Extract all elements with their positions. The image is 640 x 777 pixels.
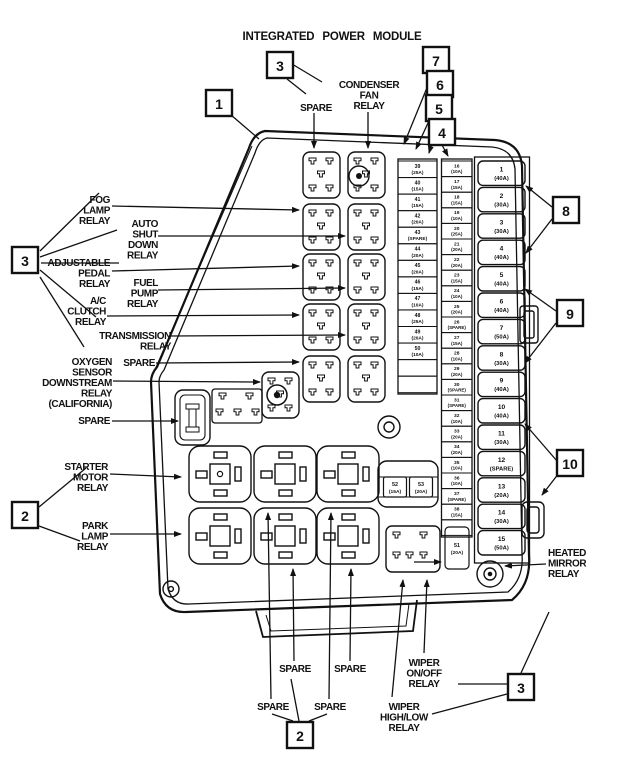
fuse-cell-11 — [478, 425, 525, 449]
label-starter: STARTER MOTOR RELAY — [64, 462, 108, 494]
svg-text:(15A): (15A) — [411, 204, 424, 210]
callout-7 — [423, 47, 449, 73]
fuse-cell-24 — [442, 286, 473, 302]
svg-text:(20A): (20A) — [411, 336, 424, 342]
svg-text:10: 10 — [562, 456, 578, 472]
svg-text:(20A): (20A) — [411, 220, 424, 226]
bolt-stud-icon — [163, 416, 503, 597]
svg-text:(25A): (25A) — [411, 319, 424, 325]
svg-text:(40A): (40A) — [494, 176, 509, 182]
label-fuel: FUEL PUMP RELAY — [127, 278, 158, 310]
callout-3 — [508, 674, 534, 700]
svg-text:(10A): (10A) — [451, 356, 463, 362]
svg-text:2: 2 — [21, 508, 29, 524]
svg-text:8: 8 — [499, 351, 504, 359]
svg-text:4: 4 — [438, 125, 446, 141]
fuse-cell-20 — [442, 223, 473, 239]
fuse-cell-39 — [398, 161, 437, 178]
svg-text:2: 2 — [499, 192, 504, 200]
svg-text:25: 25 — [454, 304, 460, 310]
svg-text:34: 34 — [454, 445, 460, 451]
svg-text:18: 18 — [454, 195, 460, 201]
fuse-cell-17 — [442, 177, 473, 193]
svg-text:17: 17 — [454, 180, 460, 185]
svg-text:28: 28 — [454, 351, 460, 357]
fuse-cell-27 — [442, 333, 473, 349]
svg-text:(20A): (20A) — [451, 247, 463, 253]
svg-text:(15A): (15A) — [388, 490, 402, 495]
svg-text:(30A): (30A) — [494, 360, 509, 367]
fuse-cell-21 — [442, 239, 473, 255]
module-line-art — [39, 64, 559, 721]
svg-text:49: 49 — [414, 329, 421, 336]
fuse-cell-29 — [442, 364, 473, 380]
relay-socket-grid — [303, 152, 385, 402]
svg-text:(10A): (10A) — [451, 169, 463, 175]
fuse-cell-18 — [442, 192, 473, 208]
callout-4 — [429, 119, 455, 145]
svg-text:33: 33 — [454, 429, 460, 435]
svg-text:(25A): (25A) — [451, 231, 463, 237]
fuse-cell-42 — [398, 211, 437, 228]
svg-text:4: 4 — [499, 245, 504, 253]
svg-text:6: 6 — [436, 77, 444, 93]
svg-text:(10A): (10A) — [451, 418, 463, 424]
svg-text:5: 5 — [435, 101, 443, 117]
fuse-cells — [384, 161, 526, 569]
svg-text:46: 46 — [414, 279, 421, 286]
svg-text:51: 51 — [454, 543, 460, 549]
svg-text:7: 7 — [499, 324, 504, 332]
svg-text:(20A): (20A) — [451, 372, 463, 377]
svg-text:27: 27 — [454, 336, 460, 341]
fuse-cell-53 — [410, 477, 433, 497]
svg-text:38: 38 — [454, 507, 460, 513]
svg-text:1: 1 — [499, 166, 504, 174]
svg-text:(40A): (40A) — [494, 255, 509, 262]
svg-text:45: 45 — [414, 263, 421, 270]
svg-text:(50A): (50A) — [494, 545, 509, 552]
svg-text:3: 3 — [21, 253, 29, 269]
svg-text:10: 10 — [497, 404, 506, 412]
svg-text:(30A): (30A) — [494, 519, 509, 526]
label-spare-b1: SPARE — [279, 664, 311, 675]
svg-text:7: 7 — [432, 53, 440, 69]
label-spare-top: SPARE — [300, 103, 332, 114]
fuse-cell-32 — [442, 411, 473, 427]
svg-text:12: 12 — [497, 456, 506, 464]
fuse-cell-44 — [398, 244, 437, 261]
fuse-cell-37 — [442, 489, 473, 505]
callout-6 — [427, 71, 453, 97]
svg-text:(50A): (50A) — [494, 334, 509, 341]
fuse-cell-13 — [478, 478, 525, 502]
svg-text:(10A): (10A) — [451, 294, 463, 299]
svg-text:(20A): (20A) — [450, 551, 464, 556]
svg-text:(15A): (15A) — [411, 286, 424, 292]
callout-10 — [557, 450, 583, 476]
svg-text:43: 43 — [414, 230, 421, 236]
svg-text:(10A): (10A) — [411, 303, 424, 309]
fuse-cell-52 — [384, 477, 407, 497]
fuse-cell-51 — [445, 527, 469, 569]
fuse-cell-1 — [478, 161, 525, 185]
starter-motor-relay-socket — [217, 471, 222, 476]
svg-text:(SPARE): (SPARE) — [407, 237, 428, 243]
svg-text:(40A): (40A) — [494, 413, 509, 420]
callout-2 — [287, 722, 313, 748]
svg-text:42: 42 — [414, 213, 421, 220]
callout-1 — [206, 90, 232, 116]
extra-fuse-block — [378, 461, 438, 507]
svg-text:1: 1 — [215, 96, 223, 112]
svg-text:31: 31 — [454, 398, 460, 404]
label-transmission: TRANSMISSION RELAY — [99, 331, 171, 353]
page-title: INTEGRATED POWER MODULE — [242, 31, 422, 43]
label-oxygen: OXYGEN SENSOR DOWNSTREAM RELAY (CALIFORNIA) — [42, 357, 112, 410]
svg-text:44: 44 — [414, 246, 421, 253]
big-relay-sockets — [189, 446, 379, 564]
svg-text:14: 14 — [497, 509, 506, 517]
svg-text:(15A): (15A) — [451, 200, 463, 206]
svg-text:(SPARE): (SPARE) — [447, 325, 466, 331]
svg-text:3: 3 — [499, 219, 504, 227]
callout-5 — [426, 95, 452, 121]
svg-text:(SPARE): (SPARE) — [447, 403, 466, 409]
svg-text:35: 35 — [454, 460, 460, 466]
fuse-cell-49 — [398, 327, 437, 344]
wiper-relay-block — [386, 526, 440, 572]
fuse-cell-16 — [442, 161, 473, 177]
svg-text:39: 39 — [414, 163, 421, 170]
fuse-cell-35 — [442, 457, 473, 473]
svg-text:(25A): (25A) — [411, 171, 424, 176]
svg-text:(30A): (30A) — [494, 440, 509, 446]
svg-text:(20A): (20A) — [451, 434, 463, 440]
fuse-cell-46 — [398, 277, 437, 294]
label-heated: HEATED MIRROR RELAY — [548, 548, 587, 580]
leader-lines — [107, 73, 559, 699]
callout-8 — [553, 197, 579, 223]
label-ac: A/C CLUTCH RELAY — [67, 296, 106, 328]
fuse-cell-45 — [398, 260, 437, 277]
callout-3 — [267, 52, 293, 78]
label-park: PARK LAMP RELAY — [77, 521, 108, 553]
fuse-cell-2 — [478, 187, 525, 211]
svg-text:(15A): (15A) — [451, 278, 463, 284]
fuse-cell-30 — [442, 379, 473, 395]
svg-text:(30A): (30A) — [494, 228, 509, 235]
label-condenser: CONDENSER FAN RELAY — [338, 80, 400, 112]
fuse-cell-31 — [442, 395, 473, 411]
fuse-cell-4 — [478, 240, 525, 264]
fuse-cell-empty — [398, 360, 437, 377]
fuse-cell-3 — [478, 214, 525, 238]
fuse-cell-33 — [442, 426, 473, 442]
fuse-cell-10 — [478, 399, 525, 423]
label-wiper-highlow: WIPER HIGH/LOW RELAY — [380, 702, 428, 734]
svg-text:(15A): (15A) — [451, 512, 463, 518]
callout-9 — [557, 300, 583, 326]
svg-text:41: 41 — [414, 196, 421, 203]
svg-text:(15A): (15A) — [451, 340, 463, 346]
svg-text:(20A): (20A) — [451, 309, 463, 315]
svg-text:(30A): (30A) — [494, 202, 509, 209]
svg-text:(40A): (40A) — [494, 281, 509, 288]
label-auto: AUTO SHUT DOWN RELAY — [127, 219, 158, 262]
svg-text:15: 15 — [497, 536, 506, 544]
svg-text:52: 52 — [392, 482, 398, 488]
svg-text:3: 3 — [517, 680, 525, 696]
svg-text:(10A): (10A) — [451, 481, 463, 487]
svg-text:13: 13 — [497, 483, 506, 491]
svg-text:(20A): (20A) — [494, 492, 509, 499]
fuse-cell-empty — [398, 376, 437, 393]
svg-text:(10A): (10A) — [451, 216, 463, 221]
svg-text:(40A): (40A) — [494, 387, 509, 394]
svg-text:37: 37 — [454, 492, 460, 497]
svg-text:(20A): (20A) — [451, 262, 463, 268]
svg-text:21: 21 — [454, 242, 460, 248]
fuse-cell-36 — [442, 473, 473, 489]
label-fog: FOG LAMP RELAY — [79, 195, 110, 227]
fuse-cell-19 — [442, 208, 473, 224]
svg-text:5: 5 — [499, 272, 504, 280]
fuse-cell-15 — [478, 531, 525, 555]
svg-text:26: 26 — [454, 320, 460, 326]
svg-text:40: 40 — [414, 180, 421, 187]
fuse-cell-38 — [442, 504, 473, 520]
fuse-cell-50 — [398, 343, 437, 360]
relay-cluster — [175, 372, 299, 445]
svg-text:48: 48 — [414, 312, 421, 319]
fuse-cell-26 — [442, 317, 473, 333]
svg-text:2: 2 — [296, 728, 304, 744]
svg-text:(20A): (20A) — [451, 450, 463, 455]
svg-text:3: 3 — [276, 58, 284, 74]
fuse-cell-12 — [478, 451, 525, 475]
label-spare-b4: SPARE — [314, 702, 346, 713]
callout-2 — [12, 502, 38, 528]
fuse-cell-47 — [398, 293, 437, 310]
svg-text:24: 24 — [454, 289, 460, 295]
svg-text:50: 50 — [414, 345, 421, 352]
fuse-cell-48 — [398, 310, 437, 327]
svg-text:9: 9 — [566, 306, 574, 322]
svg-text:(10A): (10A) — [451, 465, 463, 471]
svg-text:53: 53 — [418, 482, 424, 488]
svg-text:36: 36 — [454, 476, 460, 482]
svg-text:(20A): (20A) — [411, 270, 424, 276]
svg-text:6: 6 — [499, 298, 504, 306]
svg-text:32: 32 — [454, 414, 460, 419]
svg-text:29: 29 — [454, 367, 460, 373]
label-spare-mid: SPARE — [123, 358, 155, 369]
fuse-cell-9 — [478, 372, 525, 396]
callout-3 — [12, 247, 38, 273]
fuse-cell-25 — [442, 301, 473, 317]
fuse-cell-23 — [442, 270, 473, 286]
label-adjustable: ADJUSTABLE PEDAL RELAY — [47, 258, 110, 290]
svg-text:9: 9 — [499, 377, 504, 385]
label-wiper-onoff: WIPER ON/OFF RELAY — [406, 658, 442, 690]
svg-text:(20A): (20A) — [411, 253, 424, 259]
svg-text:11: 11 — [498, 430, 505, 438]
fuse-cell-5 — [478, 267, 525, 291]
svg-text:8: 8 — [562, 203, 570, 219]
fuse-cell-41 — [398, 194, 437, 211]
svg-text:22: 22 — [454, 258, 460, 263]
fuse-cell-34 — [442, 442, 473, 458]
svg-text:(10A): (10A) — [411, 353, 424, 359]
fuse-cell-22 — [442, 255, 473, 271]
svg-text:(15A): (15A) — [451, 184, 463, 190]
svg-text:23: 23 — [454, 273, 460, 279]
svg-text:(20A): (20A) — [414, 490, 428, 495]
svg-text:(SPARE): (SPARE) — [447, 387, 466, 393]
svg-text:16: 16 — [454, 164, 460, 170]
svg-text:(SPARE): (SPARE) — [447, 496, 466, 502]
svg-text:20: 20 — [454, 226, 460, 232]
svg-text:(15A): (15A) — [411, 187, 424, 193]
label-spare-b2: SPARE — [334, 664, 366, 675]
fuse-cell-28 — [442, 348, 473, 364]
label-spare-left: SPARE — [78, 416, 110, 427]
svg-text:(SPARE): (SPARE) — [489, 466, 514, 473]
svg-text:(40A): (40A) — [494, 308, 509, 314]
fuse-cell-14 — [478, 504, 525, 528]
label-spare-b3: SPARE — [257, 702, 289, 713]
svg-text:30: 30 — [454, 382, 460, 388]
svg-text:19: 19 — [454, 211, 460, 217]
fuse-cell-43 — [398, 227, 437, 244]
svg-text:47: 47 — [414, 296, 421, 303]
fuse-cell-40 — [398, 178, 437, 195]
